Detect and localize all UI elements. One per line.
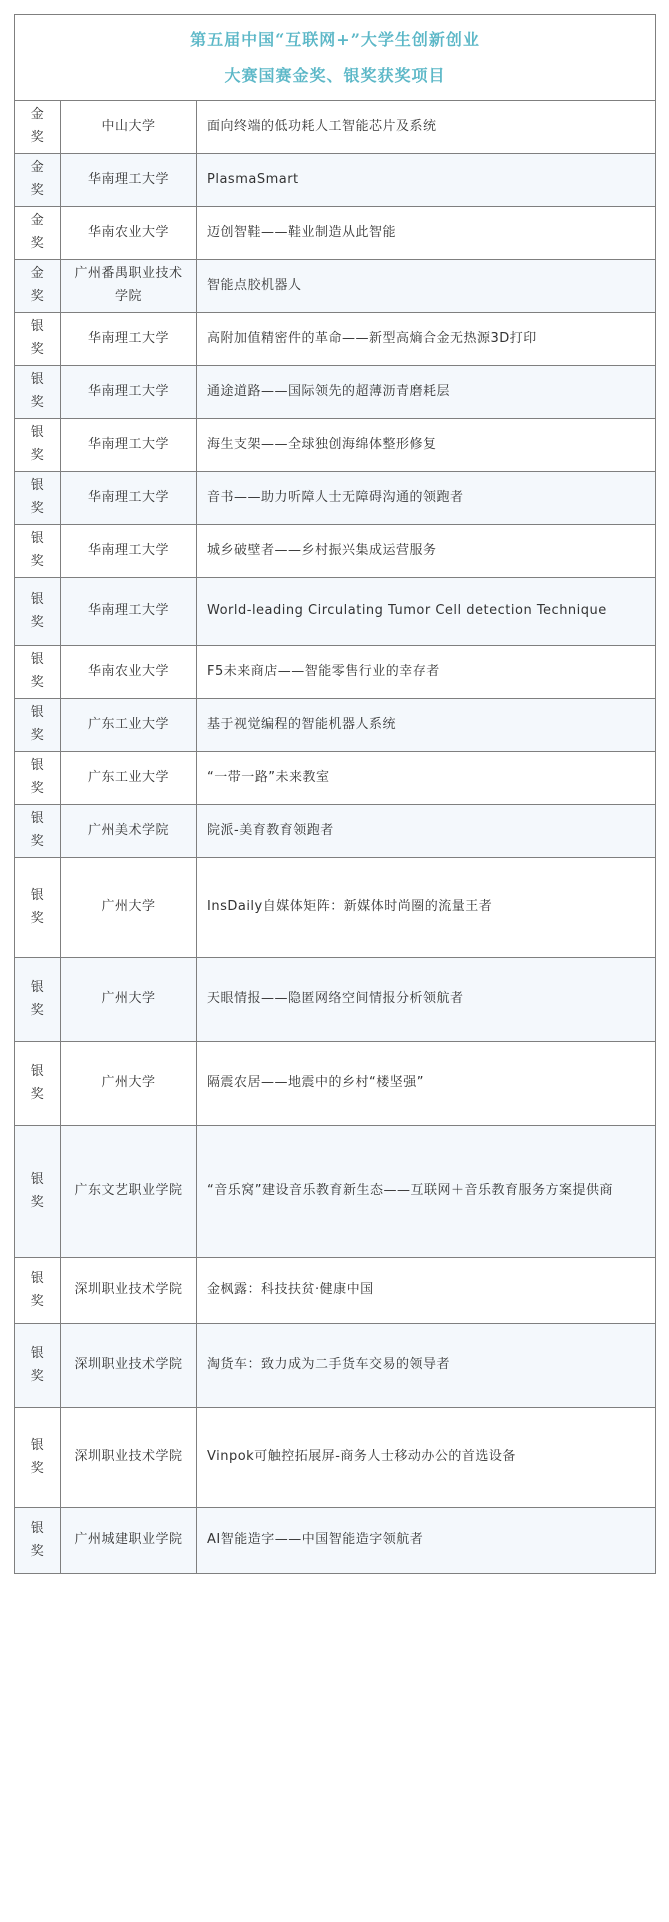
school-cell: 华南农业大学: [61, 207, 197, 260]
table-row: [15, 699, 656, 752]
project-cell: World-leading Circulating Tumor Cell detection Technique: [197, 578, 656, 646]
award-cell: 银奖: [15, 958, 61, 1042]
table-title-cell: [15, 15, 656, 101]
award-cell: 金奖: [15, 101, 61, 154]
table-row: [15, 207, 656, 260]
project-cell: InsDaily自媒体矩阵：新媒体时尚圈的流量王者: [197, 858, 656, 958]
school-cell: 广州大学: [61, 858, 197, 958]
table-row: [15, 1324, 656, 1408]
project-cell: AI智能造字——中国智能造字领航者: [197, 1508, 656, 1574]
project-cell: “音乐窝”建设音乐教育新生态——互联网＋音乐教育服务方案提供商: [197, 1126, 656, 1258]
school-cell: 广东工业大学: [61, 699, 197, 752]
school-cell: 华南理工大学: [61, 313, 197, 366]
table-row: [15, 101, 656, 154]
awards-table: [14, 14, 656, 1574]
award-cell: 银奖: [15, 472, 61, 525]
school-cell: 广东文艺职业学院: [61, 1126, 197, 1258]
school-cell: 华南理工大学: [61, 525, 197, 578]
project-cell: “一带一路”未来教室: [197, 752, 656, 805]
table-row: [15, 525, 656, 578]
award-cell: 银奖: [15, 646, 61, 699]
table-row: [15, 419, 656, 472]
school-cell: 华南农业大学: [61, 646, 197, 699]
school-cell: 深圳职业技术学院: [61, 1324, 197, 1408]
award-cell: 银奖: [15, 1126, 61, 1258]
award-cell: 银奖: [15, 1042, 61, 1126]
table-row: [15, 1258, 656, 1324]
table-row: [15, 646, 656, 699]
award-cell: 银奖: [15, 1258, 61, 1324]
table-row: [15, 1408, 656, 1508]
award-cell: 银奖: [15, 1508, 61, 1574]
table-row: [15, 472, 656, 525]
project-cell: 城乡破壁者——乡村振兴集成运营服务: [197, 525, 656, 578]
table-row: [15, 578, 656, 646]
award-cell: 银奖: [15, 366, 61, 419]
awards-table-body: [15, 15, 656, 1574]
title-line-2: 大赛国赛金奖、银奖获奖项目: [224, 65, 446, 85]
project-cell: 天眼情报——隐匿网络空间情报分析领航者: [197, 958, 656, 1042]
table-row: [15, 1126, 656, 1258]
award-cell: 银奖: [15, 313, 61, 366]
school-cell: 华南理工大学: [61, 366, 197, 419]
project-cell: 海生支架——全球独创海绵体整形修复: [197, 419, 656, 472]
award-cell: 银奖: [15, 525, 61, 578]
project-cell: 智能点胶机器人: [197, 260, 656, 313]
project-cell: 通途道路——国际领先的超薄沥青磨耗层: [197, 366, 656, 419]
project-cell: 基于视觉编程的智能机器人系统: [197, 699, 656, 752]
project-cell: F5未来商店——智能零售行业的幸存者: [197, 646, 656, 699]
school-cell: 广州美术学院: [61, 805, 197, 858]
school-cell: 华南理工大学: [61, 154, 197, 207]
project-cell: 迈创智鞋——鞋业制造从此智能: [197, 207, 656, 260]
award-cell: 银奖: [15, 752, 61, 805]
school-cell: 深圳职业技术学院: [61, 1258, 197, 1324]
project-cell: 淘货车：致力成为二手货车交易的领导者: [197, 1324, 656, 1408]
award-cell: 银奖: [15, 1324, 61, 1408]
project-cell: 高附加值精密件的革命——新型高熵合金无热源3D打印: [197, 313, 656, 366]
table-row: [15, 805, 656, 858]
school-cell: 广州城建职业学院: [61, 1508, 197, 1574]
school-cell: 华南理工大学: [61, 472, 197, 525]
table-row: [15, 858, 656, 958]
project-cell: 院派-美育教育领跑者: [197, 805, 656, 858]
table-row: [15, 752, 656, 805]
table-row: [15, 958, 656, 1042]
school-cell: 广州大学: [61, 1042, 197, 1126]
school-cell: 华南理工大学: [61, 578, 197, 646]
project-cell: 金枫露：科技扶贫·健康中国: [197, 1258, 656, 1324]
award-cell: 银奖: [15, 419, 61, 472]
table-title-row: [15, 15, 656, 101]
award-cell: 银奖: [15, 858, 61, 958]
school-cell: 华南理工大学: [61, 419, 197, 472]
award-cell: 银奖: [15, 699, 61, 752]
project-cell: 隔震农居——地震中的乡村“楼坚强”: [197, 1042, 656, 1126]
project-cell: PlasmaSmart: [197, 154, 656, 207]
table-row: [15, 260, 656, 313]
table-row: [15, 1042, 656, 1126]
table-row: [15, 313, 656, 366]
table-row: [15, 366, 656, 419]
title-line-1: 第五届中国“互联网+”大学生创新创业: [190, 29, 480, 49]
project-cell: 面向终端的低功耗人工智能芯片及系统: [197, 101, 656, 154]
table-row: [15, 1508, 656, 1574]
project-cell: 音书——助力听障人士无障碍沟通的领跑者: [197, 472, 656, 525]
school-cell: 广州番禺职业技术学院: [61, 260, 197, 313]
school-cell: 广东工业大学: [61, 752, 197, 805]
award-cell: 金奖: [15, 207, 61, 260]
award-cell: 银奖: [15, 805, 61, 858]
award-cell: 金奖: [15, 154, 61, 207]
award-cell: 银奖: [15, 1408, 61, 1508]
table-row: [15, 154, 656, 207]
project-cell: Vinpok可触控拓展屏-商务人士移动办公的首选设备: [197, 1408, 656, 1508]
school-cell: 中山大学: [61, 101, 197, 154]
school-cell: 广州大学: [61, 958, 197, 1042]
award-cell: 银奖: [15, 578, 61, 646]
award-cell: 金奖: [15, 260, 61, 313]
school-cell: 深圳职业技术学院: [61, 1408, 197, 1508]
